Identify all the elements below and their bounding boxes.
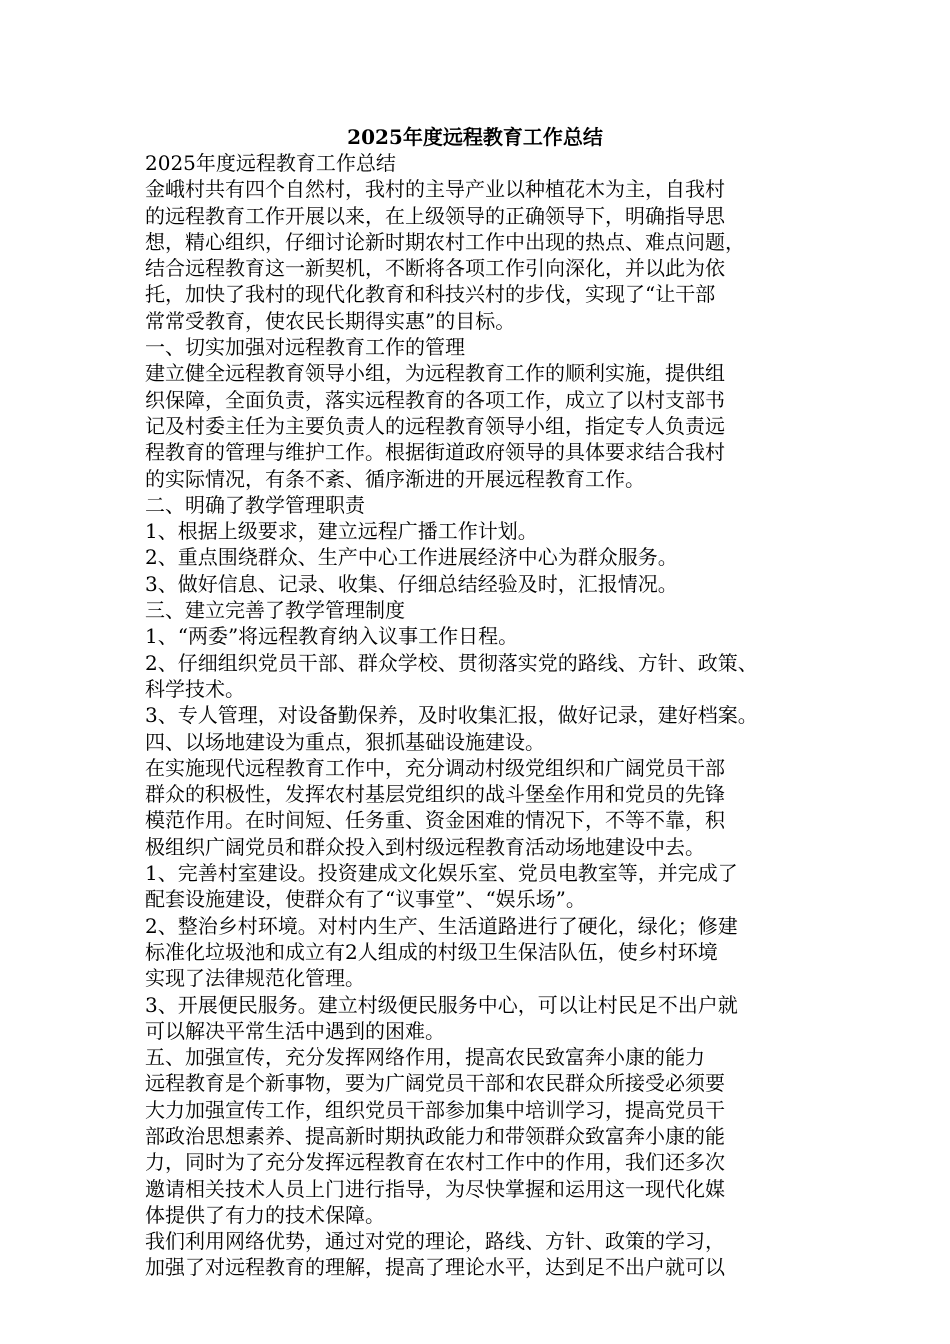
text-line: 模范作用。在时间短、任务重、资金困难的情况下，不等不靠，积 [145,808,725,833]
text-line: 1、根据上级要求，建立远程广播工作计划。 [145,519,538,544]
text-line: 一、切实加强对远程教育工作的管理 [145,335,465,360]
text-line: 远程教育是个新事物，要为广阔党员干部和农民群众所接受必须要 [145,1071,725,1096]
text-line: 2、重点围绕群众、生产中心工作进展经济中心为群众服务。 [145,545,678,570]
text-line: 群众的积极性，发挥农村基层党组织的战斗堡垒作用和党员的先锋 [145,782,725,807]
text-line: 体提供了有力的技术保障。 [145,1202,385,1227]
text-line: 织保障，全面负责，落实远程教育的各项工作，成立了以村支部书 [145,387,725,412]
text-line: 程教育的管理与维护工作。根据街道政府领导的具体要求结合我村 [145,440,725,465]
document-body [145,150,817,1281]
document-title: 2025年度远程教育工作总结 [347,125,603,149]
text-line: 在实施现代远程教育工作中，充分调动村级党组织和广阔党员干部 [145,755,725,780]
text-line: 二、明确了教学管理职责 [145,492,365,517]
text-line: 3、专人管理，对设备勤保养，及时收集汇报，做好记录，建好档案。 [145,703,758,728]
text-line: 实现了法律规范化管理。 [145,966,365,991]
text-line: 想，精心组织，仔细讨论新时期农村工作中出现的热点、难点问题， [145,229,745,254]
text-line: 科学技术。 [145,676,245,701]
text-line: 极组织广阔党员和群众投入到村级远程教育活动场地建设中去。 [145,834,705,859]
text-line: 2、整治乡村环境。对村内生产、生活道路进行了硬化，绿化；修建 [145,913,738,938]
text-line: 可以解决平常生活中遇到的困难。 [145,1018,445,1043]
text-line: 建立健全远程教育领导小组，为远程教育工作的顺利实施，提供组 [145,361,725,386]
text-line: 2、仔细组织党员干部、群众学校、贯彻落实党的路线、方针、政策、 [145,650,758,675]
text-line: 配套设施建设，使群众有了“议事堂”、“娱乐场”。 [145,887,586,912]
text-line: 的远程教育工作开展以来，在上级领导的正确领导下，明确指导思 [145,203,725,228]
text-line: 1、完善村室建设。投资建成文化娱乐室、党员电教室等，并完成了 [145,861,738,886]
text-line: 五、加强宣传，充分发挥网络作用，提高农民致富奔小康的能力 [145,1045,705,1070]
text-line: 标准化垃圾池和成立有2人组成的村级卫生保洁队伍，使乡村环境 [145,939,718,964]
text-line: 四、以场地建设为重点，狠抓基础设施建设。 [145,729,545,754]
text-line: 三、建立完善了教学管理制度 [145,598,405,623]
text-line: 金峨村共有四个自然村，我村的主导产业以种植花木为主，自我村 [145,177,725,202]
text-line: 3、做好信息、记录、收集、仔细总结经验及时，汇报情况。 [145,571,678,596]
text-line: 结合远程教育这一新契机，不断将各项工作引向深化，并以此为依 [145,256,725,281]
text-line: 力，同时为了充分发挥远程教育在农村工作中的作用，我们还多次 [145,1150,725,1175]
text-line: 邀请相关技术人员上门进行指导，为尽快掌握和运用这一现代化媒 [145,1176,725,1201]
text-line: 2025年度远程教育工作总结 [145,151,396,175]
text-line: 3、开展便民服务。建立村级便民服务中心，可以让村民足不出户就 [145,992,738,1017]
text-line: 常常受教育，使农民长期得实惠”的目标。 [145,308,516,333]
text-line: 的实际情况，有条不紊、循序渐进的开展远程教育工作。 [145,466,645,491]
text-line: 记及村委主任为主要负责人的远程教育领导小组，指定专人负责远 [145,413,725,438]
text-line: 加强了对远程教育的理解，提高了理论水平，达到足不出户就可以 [145,1255,725,1280]
text-line: 部政治思想素养、提高新时期执政能力和带领群众致富奔小康的能 [145,1123,725,1148]
text-line: 1、“两委”将远程教育纳入议事工作日程。 [145,624,519,649]
text-line: 我们利用网络优势，通过对党的理论，路线、方针、政策的学习， [145,1229,725,1254]
text-line: 托，加快了我村的现代化教育和科技兴村的步伐，实现了“让干部 [145,282,716,307]
text-line: 大力加强宣传工作，组织党员干部参加集中培训学习，提高党员干 [145,1097,725,1122]
